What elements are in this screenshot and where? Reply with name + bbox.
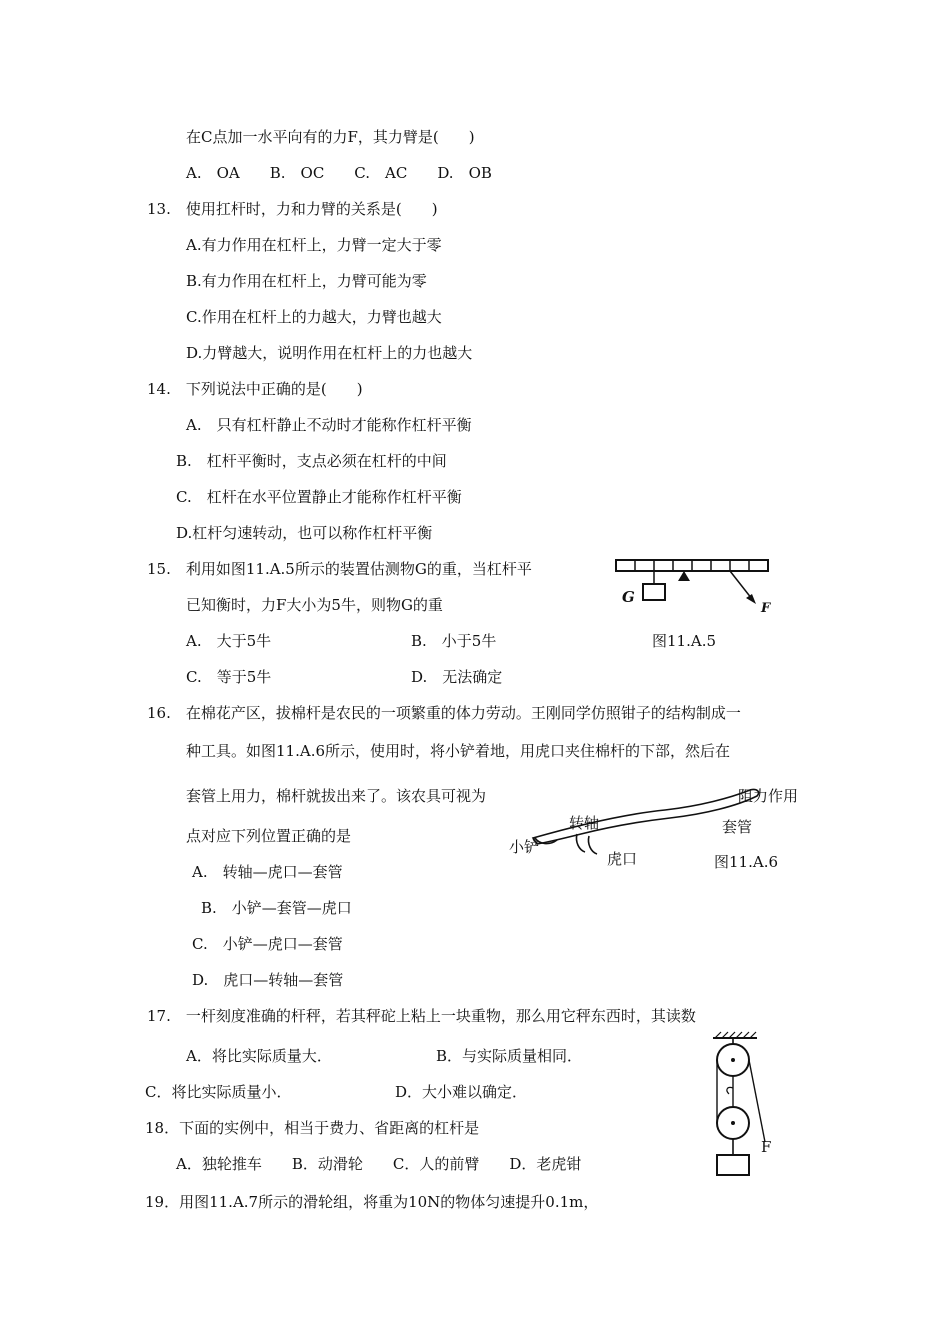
q13-option-d: D.力臂越大，说明作用在杠杆上的力也越大 xyxy=(186,344,473,362)
q16-stem-line3: 套管上用力，棉杆就拔出来了。该农具可视为 xyxy=(186,787,487,805)
q13-option-c: C.作用在杠杆上的力越大，力臂也越大 xyxy=(186,308,442,326)
weight-block-g xyxy=(643,584,665,600)
q14-option-b: B. 杠杆平衡时，支点必须在杠杆的中间 xyxy=(176,452,447,470)
label-jaw: 虎口 xyxy=(607,850,638,868)
q17-option-d: D．大小难以确定． xyxy=(395,1083,528,1101)
rope-right xyxy=(749,1060,765,1142)
q13-option-b: B.有力作用在杠杆上，力臂可能为零 xyxy=(186,272,427,290)
q12-options: A. OA B. OC C. AC D. OB xyxy=(186,164,492,182)
label-sleeve: 套管 xyxy=(722,818,753,836)
force-arrowhead xyxy=(746,594,756,604)
q13-stem: 13. 使用扛杆时，力和力臂的关系是( ) xyxy=(147,200,438,218)
q15-stem-line2: 已知衡时，力F大小为5牛，则物G的重 xyxy=(186,596,443,614)
q15-stem: 15. 利用如图11.A.5所示的装置估测物G的重，当杠杆平 xyxy=(147,560,532,578)
label-f: F xyxy=(761,601,771,616)
q14-option-c: C. 杠杆在水平位置静止才能称作杠杆平衡 xyxy=(176,488,462,506)
q15-option-c: C. 等于5牛 xyxy=(186,668,272,686)
q14-stem: 14. 下列说法中正确的是( ) xyxy=(147,380,363,398)
q15-option-d: D. 无法确定 xyxy=(411,668,503,686)
q17-option-c: C．将比实际质量小． xyxy=(145,1083,292,1101)
q18-stem: 18．下面的实例中，相当于费力、省距离的杠杆是 xyxy=(145,1119,480,1137)
q13-option-a: A.有力作用在杠杆上，力臂一定大于零 xyxy=(186,236,442,254)
figure-11a6-caption: 图11.A.6 xyxy=(714,853,778,871)
figure-11a5-caption: 图11.A.5 xyxy=(652,632,716,650)
q15-option-b: B. 小于5牛 xyxy=(411,632,497,650)
q16-stem-line2: 种工具。如图11.A.6所示，使用时，将小铲着地，用虎口夹住棉杆的下部，然后在 xyxy=(186,742,731,760)
q15-option-a: A. 大于5牛 xyxy=(186,632,272,650)
q17-option-a: A．将比实际质量大． xyxy=(186,1047,332,1065)
q16-stem-line4: 点对应下列位置正确的是 xyxy=(186,827,352,845)
q19-stem: 19．用图11.A.7所示的滑轮组，将重为10N的物体匀速提升0.1m， xyxy=(145,1193,599,1211)
force-arrow-line xyxy=(730,571,752,599)
load-block xyxy=(717,1155,749,1175)
q17-option-b: B．与实际质量相同． xyxy=(436,1047,583,1065)
q16-option-a: A. 转轴—虎口—套管 xyxy=(192,863,343,881)
q14-option-a: A. 只有杠杆静止不动时才能称作杠杆平衡 xyxy=(186,416,472,434)
fulcrum xyxy=(678,571,690,581)
label-pivot: 转轴 xyxy=(569,814,600,832)
label-shovel: 小铲 xyxy=(509,838,540,856)
figure-11a7-pulley xyxy=(705,1030,785,1180)
fixed-pulley-axle xyxy=(731,1058,735,1062)
tool-jaw xyxy=(576,834,597,854)
label-f: F xyxy=(761,1138,772,1156)
figure-11a5-lever xyxy=(610,555,780,615)
movable-pulley-axle xyxy=(731,1121,735,1125)
q16-option-b: B. 小铲—套管—虎口 xyxy=(201,899,352,917)
rope-hook xyxy=(727,1087,733,1094)
q16-option-c: C. 小铲—虎口—套管 xyxy=(192,935,343,953)
label-g: G xyxy=(622,588,635,606)
q12-stem-continuation: 在C点加一水平向有的力F，其力臂是( ) xyxy=(186,128,475,146)
q16-option-d: D. 虎口—转轴—套管 xyxy=(192,971,344,989)
q18-options: A．独轮推车 B．动滑轮 C．人的前臂 D．老虎钳 xyxy=(176,1155,582,1173)
lever-ticks xyxy=(635,560,749,571)
q16-stem: 16. 在棉花产区，拔棉杆是农民的一项繁重的体力劳动。王刚同学仿照钳子的结构制成一 xyxy=(147,704,741,722)
q16-stem-line3-end: 阻力作用 xyxy=(738,787,799,805)
q17-stem: 17. 一杆刻度准确的杆秤，若其秤砣上粘上一块重物，那么用它秤东西时，其读数 xyxy=(147,1007,696,1025)
q14-option-d: D.杠杆匀速转动，也可以称作杠杆平衡 xyxy=(176,524,433,542)
